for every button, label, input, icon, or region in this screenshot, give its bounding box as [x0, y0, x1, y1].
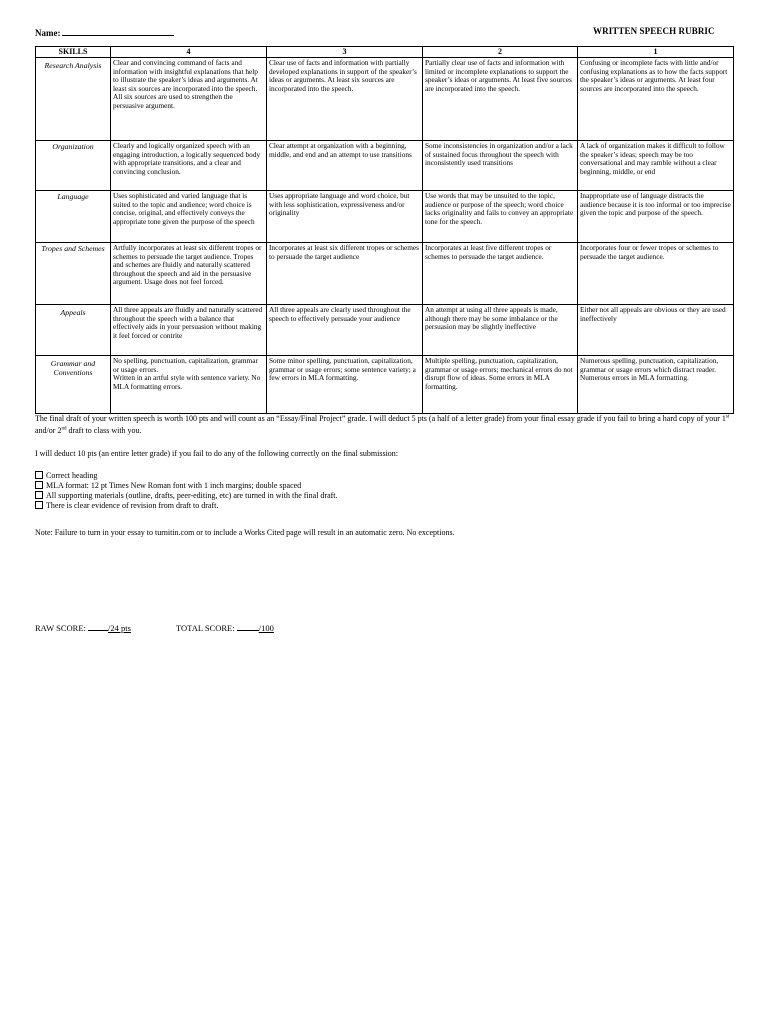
- raw-score: [35, 621, 131, 633]
- checklist-item-label: All supporting materials (outline, drafts, peer-editing, etc) are turned in with the final draft.: [46, 491, 338, 500]
- grading-text-part-3: draft to class with you.: [66, 426, 142, 435]
- criteria-cell-2: Use words that may be unsuited to the topic, audience or purpose of the speech; word choice lacks originality and fails to convey an appropriate tone for the speech.: [423, 191, 578, 243]
- grading-paragraph: [35, 413, 735, 437]
- criteria-cell-1: Either not all appeals are obvious or they are used ineffectively: [578, 305, 734, 356]
- criteria-cell-3: Clear use of facts and information with partially developed explanations in support of the speaker’s ideas or arguments. At least six sources are incorporated into the speech.: [267, 58, 423, 141]
- criteria-cell-1: A lack of organization makes it difficult to follow the speaker’s ideas; speech may be too conversational and may ramble without a clear beginning, middle, or end: [578, 141, 734, 191]
- skill-label: Research Analysis: [36, 58, 111, 141]
- criteria-cell-4: Clearly and logically organized speech with an engaging introduction, a logically sequenced body with appropriate transitions, and a clear and convincing conclusion.: [111, 141, 267, 191]
- rubric-row-grammar-and-conventions: [36, 356, 734, 414]
- submission-checklist: [35, 471, 338, 511]
- grading-text-part-1: The final draft of your written speech is worth 100 pts and will count as an “Essay/Final Project” grade. I will deduct 5 pts (a half of a letter grade) from your final essay grade if you fail to bring a hard copy of your 1: [35, 414, 726, 423]
- column-header-score-1: 1: [578, 47, 734, 58]
- column-header-score-4: 4: [111, 47, 267, 58]
- deduction-paragraph: I will deduct 10 pts (an entire letter grade) if you fail to do any of the following correctly on the final submission:: [35, 449, 399, 458]
- total-score: [176, 621, 274, 633]
- criteria-cell-1: Inappropriate use of language distracts the audience because it is too informal or too imprecise given the topic and purpose of the speech.: [578, 191, 734, 243]
- criteria-cell-1: Incorporates four or fewer tropes or schemes to persuade the target audience.: [578, 243, 734, 305]
- criteria-cell-3: Some minor spelling, punctuation, capitalization, grammar or usage errors; some sentence variety; a few errors in MLA formatting.: [267, 356, 423, 414]
- checkbox-icon[interactable]: [35, 491, 43, 499]
- checkbox-icon[interactable]: [35, 501, 43, 509]
- checklist-item: [35, 491, 338, 501]
- checklist-item: [35, 501, 338, 511]
- checklist-item-label: Correct heading: [46, 471, 98, 480]
- ordinal-suffix-st: st: [725, 414, 730, 420]
- ordinal-suffix-nd: nd: [61, 426, 67, 432]
- name-field: [35, 26, 174, 38]
- criteria-cell-3: Incorporates at least six different tropes or schemes to persuade the target audience: [267, 243, 423, 305]
- raw-score-total: /24 pts: [108, 623, 131, 633]
- page-title: WRITTEN SPEECH RUBRIC: [593, 26, 715, 36]
- criteria-cell-3: All three appeals are clearly used throughout the speech to effectively persuade your audience: [267, 305, 423, 356]
- criteria-cell-3: Clear attempt at organization with a beginning, middle, and end and an attempt to use transitions: [267, 141, 423, 191]
- raw-score-blank[interactable]: [88, 621, 108, 631]
- skill-label: Grammar and Conventions: [36, 356, 111, 414]
- checklist-item-label: MLA format: 12 pt Times New Roman font with 1 inch margins; double spaced: [46, 481, 302, 490]
- skill-label: Appeals: [36, 305, 111, 356]
- rubric-table: [35, 46, 734, 414]
- checklist-item: [35, 471, 338, 481]
- criteria-cell-3: Uses appropriate language and word choice, but with less sophistication, expressiveness and/or originality: [267, 191, 423, 243]
- column-header-score-3: 3: [267, 47, 423, 58]
- criteria-cell-4: Uses sophisticated and varied language that is suited to the topic and audience; word choice is concise, original, and effectively conveys the appropriate tone given the purpose of the speech: [111, 191, 267, 243]
- skill-label: Organization: [36, 141, 111, 191]
- rubric-row-language: [36, 191, 734, 243]
- checklist-item-label: There is clear evidence of revision from draft to draft.: [46, 501, 219, 510]
- column-header-score-2: 2: [423, 47, 578, 58]
- total-score-label: TOTAL SCORE:: [176, 623, 235, 633]
- checklist-item: [35, 481, 338, 491]
- skill-label: Language: [36, 191, 111, 243]
- total-score-total: /100: [258, 623, 274, 633]
- name-blank-line: [62, 26, 174, 36]
- name-label: Name:: [35, 28, 61, 38]
- turnitin-note: Note: Failure to turn in your essay to turnitin.com or to include a Works Cited page will result in an automatic zero. No exceptions.: [35, 528, 455, 537]
- rubric-row-tropes-and-schemes: [36, 243, 734, 305]
- criteria-cell-1: Numerous spelling, punctuation, capitalization, grammar or usage errors which distract reader. Numerous errors in MLA formatting.: [578, 356, 734, 414]
- criteria-cell-2: Incorporates at least five different tropes or schemes to persuade the target audience.: [423, 243, 578, 305]
- criteria-cell-2: Partially clear use of facts and information with limited or incomplete explanations to support the speaker’s ideas or arguments. At least five sources are incorporated into the speech.: [423, 58, 578, 141]
- total-score-blank[interactable]: [237, 621, 259, 631]
- grading-text-part-2: and/or 2: [35, 426, 62, 435]
- criteria-cell-2: Some inconsistencies in organization and/or a lack of sustained focus throughout the speech with inconsistently used transitions: [423, 141, 578, 191]
- criteria-cell-4: No spelling, punctuation, capitalization, grammar or usage errors. Written in an artful style with sentence variety. No MLA formatting errors.: [111, 356, 267, 414]
- criteria-cell-2: Multiple spelling, punctuation, capitalization, grammar or usage errors; mechanical errors do not disrupt flow of ideas. Some errors in MLA formatting.: [423, 356, 578, 414]
- criteria-cell-4: Clear and convincing command of facts and information with insightful explanations that help to illustrate the speaker’s ideas and arguments. At least six sources are incorporated into the speech. All six sources are used to strengthen the persuasive argument.: [111, 58, 267, 141]
- criteria-cell-2: An attempt at using all three appeals is made, although there may be some imbalance or the persuasion may be slightly ineffective: [423, 305, 578, 356]
- rubric-row-organization: [36, 141, 734, 191]
- column-header-skills: SKILLS: [36, 47, 111, 58]
- skill-label: Tropes and Schemes: [36, 243, 111, 305]
- raw-score-label: RAW SCORE:: [35, 623, 86, 633]
- checkbox-icon[interactable]: [35, 481, 43, 489]
- checkbox-icon[interactable]: [35, 471, 43, 479]
- criteria-cell-4: Artfully incorporates at least six different tropes or schemes to persuade the target audience. Tropes and schemes are fluidly and naturally scattered throughout the speech and aid in the persuasive argument. Usage does not feel forced.: [111, 243, 267, 305]
- page-header: [35, 26, 733, 40]
- rubric-header-row: [36, 47, 734, 58]
- rubric-row-appeals: [36, 305, 734, 356]
- criteria-cell-1: Confusing or incomplete facts with little and/or confusing explanations as to how the facts support the speaker’s ideas or arguments. At least four sources are incorporated into the speech.: [578, 58, 734, 141]
- rubric-row-research-analysis: [36, 58, 734, 141]
- criteria-cell-4: All three appeals are fluidly and naturally scattered throughout the speech with a balance that effectively aids in your persuasion without making it feel forced or contrite: [111, 305, 267, 356]
